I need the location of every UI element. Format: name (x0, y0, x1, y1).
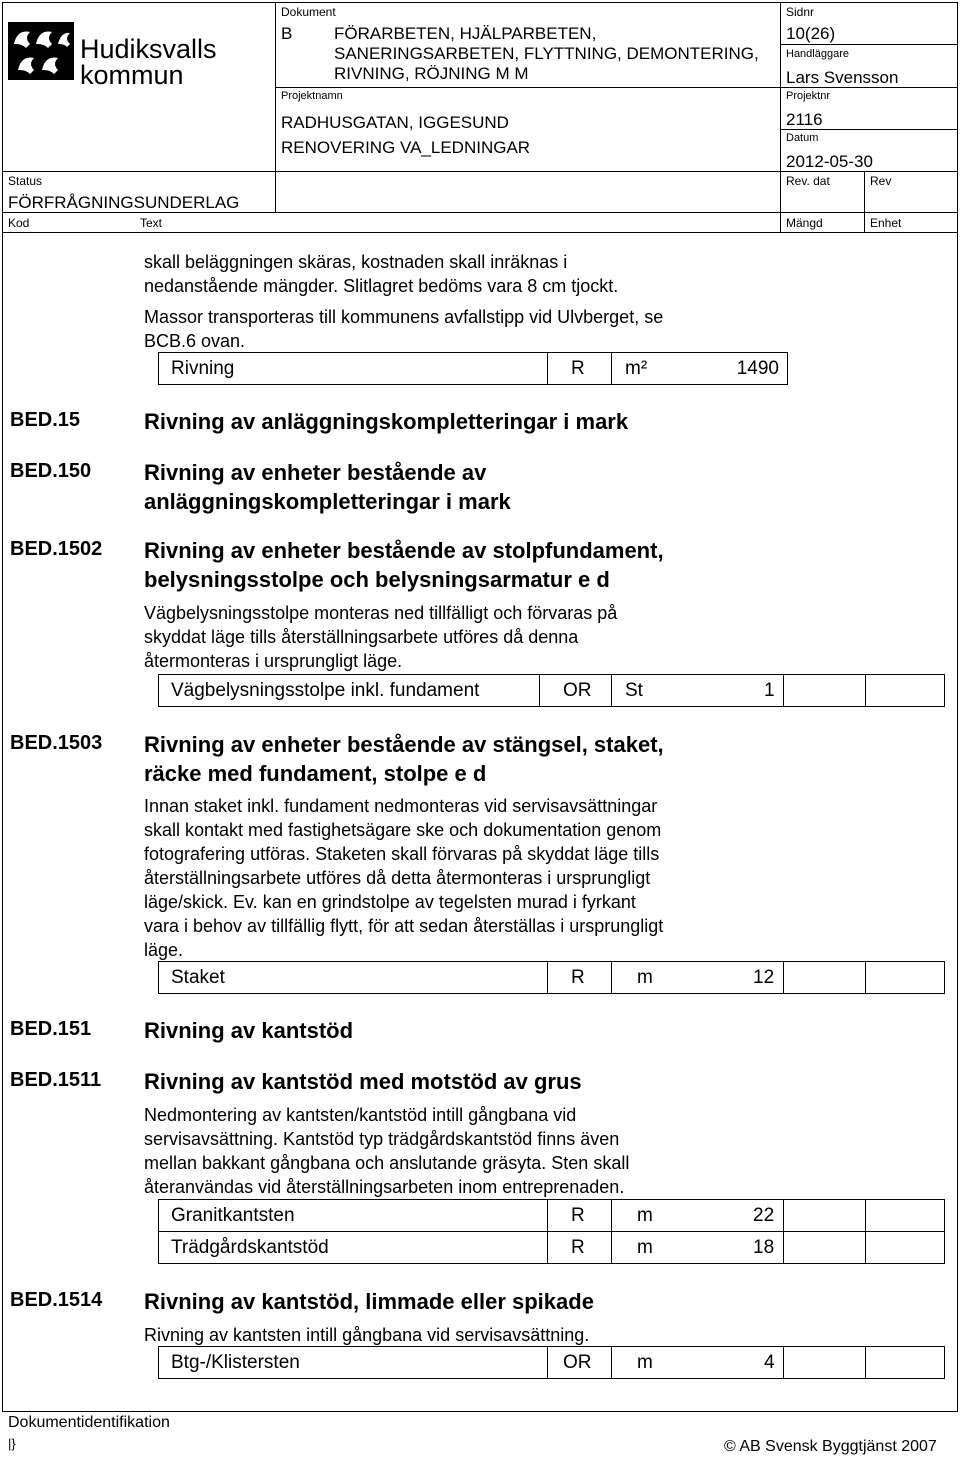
org-name-line2: kommun (80, 60, 184, 90)
datum-label: Datum (786, 132, 819, 144)
body-line: fotografering utföras. Staketen skall förvaras på skyddat läge tills (144, 844, 660, 864)
status-label: Status (8, 174, 43, 188)
section-code: BED.15 (10, 409, 81, 431)
dokument-title-line: SANERINGSARBETEN, FLYTTNING, DEMONTERING, (334, 44, 759, 63)
section-body (144, 794, 754, 962)
org-name (80, 36, 217, 88)
row-qty: 12 (753, 967, 775, 988)
row-divider (611, 1232, 612, 1263)
kod-label: Kod (8, 216, 30, 230)
section-title-line: Rivning av enheter bestående av (144, 460, 487, 485)
row-divider (611, 962, 612, 993)
frame-left (2, 2, 3, 1412)
row-qty: 1 (764, 680, 775, 701)
row-divider (865, 1232, 866, 1263)
row-divider (783, 962, 784, 993)
org-name-line1: Hudiksvalls (80, 34, 217, 64)
row-divider (783, 1232, 784, 1263)
status-value: FÖRFRÅGNINGSUNDERLAG (8, 193, 240, 212)
row-code: R (571, 1237, 585, 1258)
header-divider (275, 2, 276, 212)
section-body (144, 1103, 754, 1199)
section-title (144, 407, 628, 436)
row-qty: 4 (764, 1352, 775, 1373)
row-divider (547, 962, 548, 993)
row-divider (783, 1200, 784, 1231)
row-code: OR (563, 1352, 592, 1373)
intro-line: BCB.6 ovan. (144, 331, 246, 351)
doc-id-value: |} (8, 1436, 16, 1451)
row-divider (547, 1200, 548, 1231)
row-unit: m (637, 1352, 653, 1373)
section-title-line: Rivning av anläggningskompletteringar i mark (144, 409, 629, 434)
mangd-label: Mängd (786, 216, 823, 230)
row-code: R (571, 967, 585, 988)
row-unit: m (637, 967, 653, 988)
header-divider (864, 171, 865, 232)
row-name: Trädgårdskantstöd (171, 1237, 329, 1258)
section-title-line: Rivning av enheter bestående av stängsel, staket, (144, 732, 664, 757)
section-title-line: Rivning av kantstöd med motstöd av grus (144, 1069, 582, 1094)
section-code: BED.1503 (10, 732, 103, 754)
section-title-line: räcke med fundament, stolpe e d (144, 761, 487, 786)
row-divider (611, 353, 612, 384)
row-qty: 22 (753, 1205, 775, 1226)
frame-top (2, 2, 958, 3)
section-code: BED.1511 (10, 1069, 102, 1091)
section-code: BED.150 (10, 460, 92, 482)
row-divider (865, 962, 866, 993)
body-line: Rivning av kantsten intill gångbana vid servisavsättning. (144, 1325, 590, 1345)
intro-line: nedanstående mängder. Slitlagret bedöms vara 8 cm tjockt. (144, 276, 619, 296)
frame-bottom (2, 1411, 958, 1412)
projektnamn-line: RENOVERING VA_LEDNINGAR (281, 138, 531, 157)
row-divider (547, 1232, 548, 1263)
quantity-row (158, 1199, 945, 1232)
handlaggare-label: Handläggare (786, 48, 849, 60)
row-code: R (571, 358, 585, 379)
frame-right (957, 2, 958, 1412)
row-qty: 18 (753, 1237, 775, 1258)
intro-text (144, 250, 754, 353)
section-code: BED.1502 (10, 538, 103, 560)
row-name: Btg-/Klistersten (171, 1352, 300, 1373)
row-unit: m² (625, 358, 648, 379)
section-title-line: Rivning av enheter bestående av stolpfundament, (144, 538, 664, 563)
copyright: © AB Svensk Byggtjänst 2007 (724, 1438, 937, 1455)
row-unit: St (625, 680, 643, 701)
body-line: skall kontakt med fastighetsägare ske och dokumentation genom (144, 820, 662, 840)
quantity-row (158, 674, 945, 707)
body-line: Vägbelysningsstolpe monteras ned tillfälligt och förvaras på (144, 603, 618, 623)
body-line: vara i behov av tillfällig flytt, för att sedan återställas i ursprungligt (144, 916, 664, 936)
row-divider (547, 353, 548, 384)
row-divider (783, 1347, 784, 1378)
datum-value: 2012-05-30 (786, 152, 873, 171)
row-divider (611, 1200, 612, 1231)
section-title (144, 1016, 353, 1045)
section-code: BED.151 (10, 1018, 92, 1040)
section-body (144, 601, 754, 673)
dokument-label: Dokument (281, 5, 336, 19)
rev-label: Rev (870, 174, 892, 188)
row-qty: 1490 (736, 358, 779, 379)
intro-line: skall beläggningen skäras, kostnaden skall inräknas i (144, 252, 568, 272)
row-name: Granitkantsten (171, 1205, 295, 1226)
projektnamn-label: Projektnamn (281, 90, 343, 102)
quantity-row (158, 352, 788, 385)
row-divider (865, 1347, 866, 1378)
body-line: läge/skick. Ev. kan en grindstolpe av tegelsten murad i fyrkant (144, 892, 636, 912)
row-divider (865, 1200, 866, 1231)
quantity-row (158, 1346, 945, 1379)
section-title-line: Rivning av kantstöd (144, 1018, 354, 1043)
sidnr-label: Sidnr (786, 5, 815, 19)
row-name: Rivning (171, 358, 235, 379)
revdat-label: Rev. dat (786, 174, 830, 188)
row-unit: m (637, 1237, 653, 1258)
section-title-line: Rivning av kantstöd, limmade eller spikade (144, 1289, 594, 1314)
enhet-label: Enhet (870, 216, 902, 230)
intro-line: Massor transporteras till kommunens avfallstipp vid Ulvberget, se (144, 307, 664, 327)
row-divider (611, 1347, 612, 1378)
projektnamn-value (281, 110, 530, 160)
row-divider (865, 675, 866, 706)
row-code: OR (563, 680, 592, 701)
projektnr-label: Projektnr (786, 90, 831, 102)
row-unit: m (637, 1205, 653, 1226)
dokument-code: B (281, 24, 293, 43)
body-line: läge. (144, 940, 184, 960)
row-divider (783, 675, 784, 706)
row-code: R (571, 1205, 585, 1226)
section-body (144, 1323, 754, 1347)
row-divider (539, 675, 540, 706)
header-divider (275, 87, 780, 88)
dokument-title-line: RIVNING, RÖJNING M M (334, 64, 529, 83)
sidnr-value: 10(26) (786, 24, 836, 43)
dokument-title-line: FÖRARBETEN, HJÄLPARBETEN, (334, 24, 597, 43)
quantity-row (158, 1231, 945, 1264)
section-title (144, 730, 664, 788)
section-title (144, 536, 664, 594)
row-name: Staket (171, 967, 225, 988)
quantity-row (158, 961, 945, 994)
header-divider (780, 2, 781, 232)
row-divider (611, 675, 612, 706)
section-title (144, 458, 511, 516)
body-line: återmonteras i ursprungligt läge. (144, 651, 403, 671)
doc-id-label: Dokumentidentifikation (8, 1414, 170, 1431)
projektnr-value: 2116 (786, 110, 823, 129)
body-line: skyddat läge tills återställningsarbete utföres då denna (144, 627, 579, 647)
body-line: Nedmontering av kantsten/kantstöd intill gångbana vid (144, 1105, 577, 1125)
body-line: mellan bakkant gångbana och anslutande gräsyta. Sten skall (144, 1153, 630, 1173)
header-divider (2, 232, 958, 233)
section-title (144, 1067, 582, 1096)
text-label: Text (140, 216, 163, 230)
projektnamn-line: RADHUSGATAN, IGGESUND (281, 113, 509, 132)
row-divider (547, 1347, 548, 1378)
body-line: servisavsättning. Kantstöd typ trädgårdskantstöd finns även (144, 1129, 620, 1149)
section-title-line: belysningsstolpe och belysningsarmatur e d (144, 567, 610, 592)
dokument-title (334, 24, 759, 84)
section-code: BED.1514 (10, 1289, 103, 1311)
row-name: Vägbelysningsstolpe inkl. fundament (171, 680, 480, 701)
section-title-line: anläggningskompletteringar i mark (144, 489, 511, 514)
municipality-logo (8, 22, 74, 80)
body-line: Innan staket inkl. fundament nedmonteras vid servisavsättningar (144, 796, 658, 816)
section-title (144, 1287, 594, 1316)
body-line: återställningsarbete utföres då detta återmonteras i ursprungligt (144, 868, 651, 888)
header-divider (780, 44, 958, 45)
handlaggare-value: Lars Svensson (786, 68, 899, 87)
body-line: återanvändas vid återställningsarbeten inom entreprenaden. (144, 1177, 625, 1197)
